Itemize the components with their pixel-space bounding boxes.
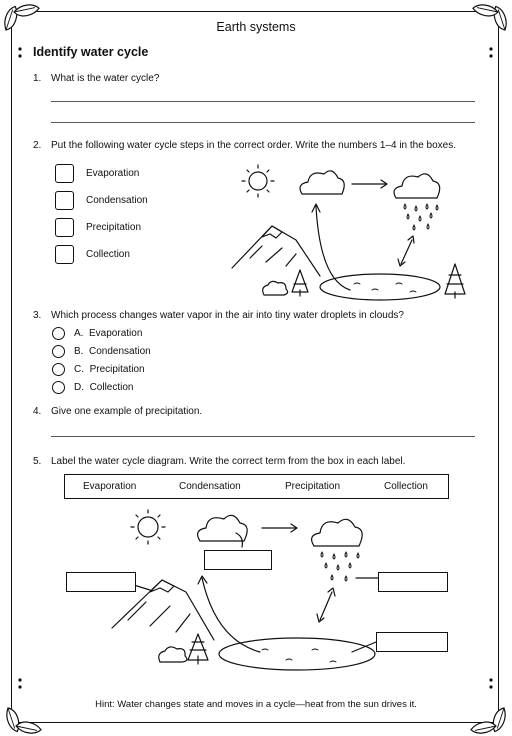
word-bank-item: Condensation [179, 481, 241, 492]
question-number: 1. [33, 73, 42, 84]
cloud-icon [198, 515, 248, 541]
hint-text: Hint: Water changes state and moves in a cycle—heat from the sun drives it. [95, 699, 417, 710]
step-label: Evaporation [86, 168, 140, 179]
question-text: Give one example of precipitation. [51, 406, 203, 417]
question-number: 2. [33, 140, 42, 151]
option-d: D. Collection [74, 382, 134, 393]
section-heading: Identify water cycle [33, 45, 149, 59]
word-bank-item: Evaporation [83, 481, 137, 492]
question-text: Label the water cycle diagram. Write the correct term from the box in each label. [51, 456, 406, 467]
tree-icon [188, 634, 208, 664]
label-box-condensation[interactable] [204, 550, 272, 570]
rain-cloud-icon [312, 519, 363, 546]
worksheet-title: Earth systems [216, 20, 296, 34]
raindrops-icon [321, 552, 359, 581]
question-number: 4. [33, 406, 42, 417]
sun-icon [131, 510, 165, 544]
question-number: 3. [33, 310, 42, 321]
question-text: Which process changes water vapor in the air into tiny water droplets in clouds? [51, 310, 404, 321]
option-c: C. Precipitation [74, 364, 145, 375]
option-a: A. Evaporation [74, 328, 143, 339]
step-label: Precipitation [86, 222, 142, 233]
question-text: Put the following water cycle steps in the correct order. Write the numbers 1–4 in the boxes. [51, 140, 457, 151]
label-box-collection[interactable] [376, 632, 448, 652]
label-box-evaporation[interactable] [66, 572, 136, 592]
bush-icon [159, 647, 187, 662]
word-bank-item: Precipitation [285, 481, 341, 492]
label-box-precipitation[interactable] [378, 572, 448, 592]
question-text: What is the water cycle? [51, 73, 160, 84]
word-bank-item: Collection [384, 481, 428, 492]
lake-icon [219, 638, 375, 670]
question-number: 5. [33, 456, 42, 467]
option-b: B. Condensation [74, 346, 151, 357]
step-label: Collection [86, 249, 130, 260]
step-label: Condensation [86, 195, 148, 206]
